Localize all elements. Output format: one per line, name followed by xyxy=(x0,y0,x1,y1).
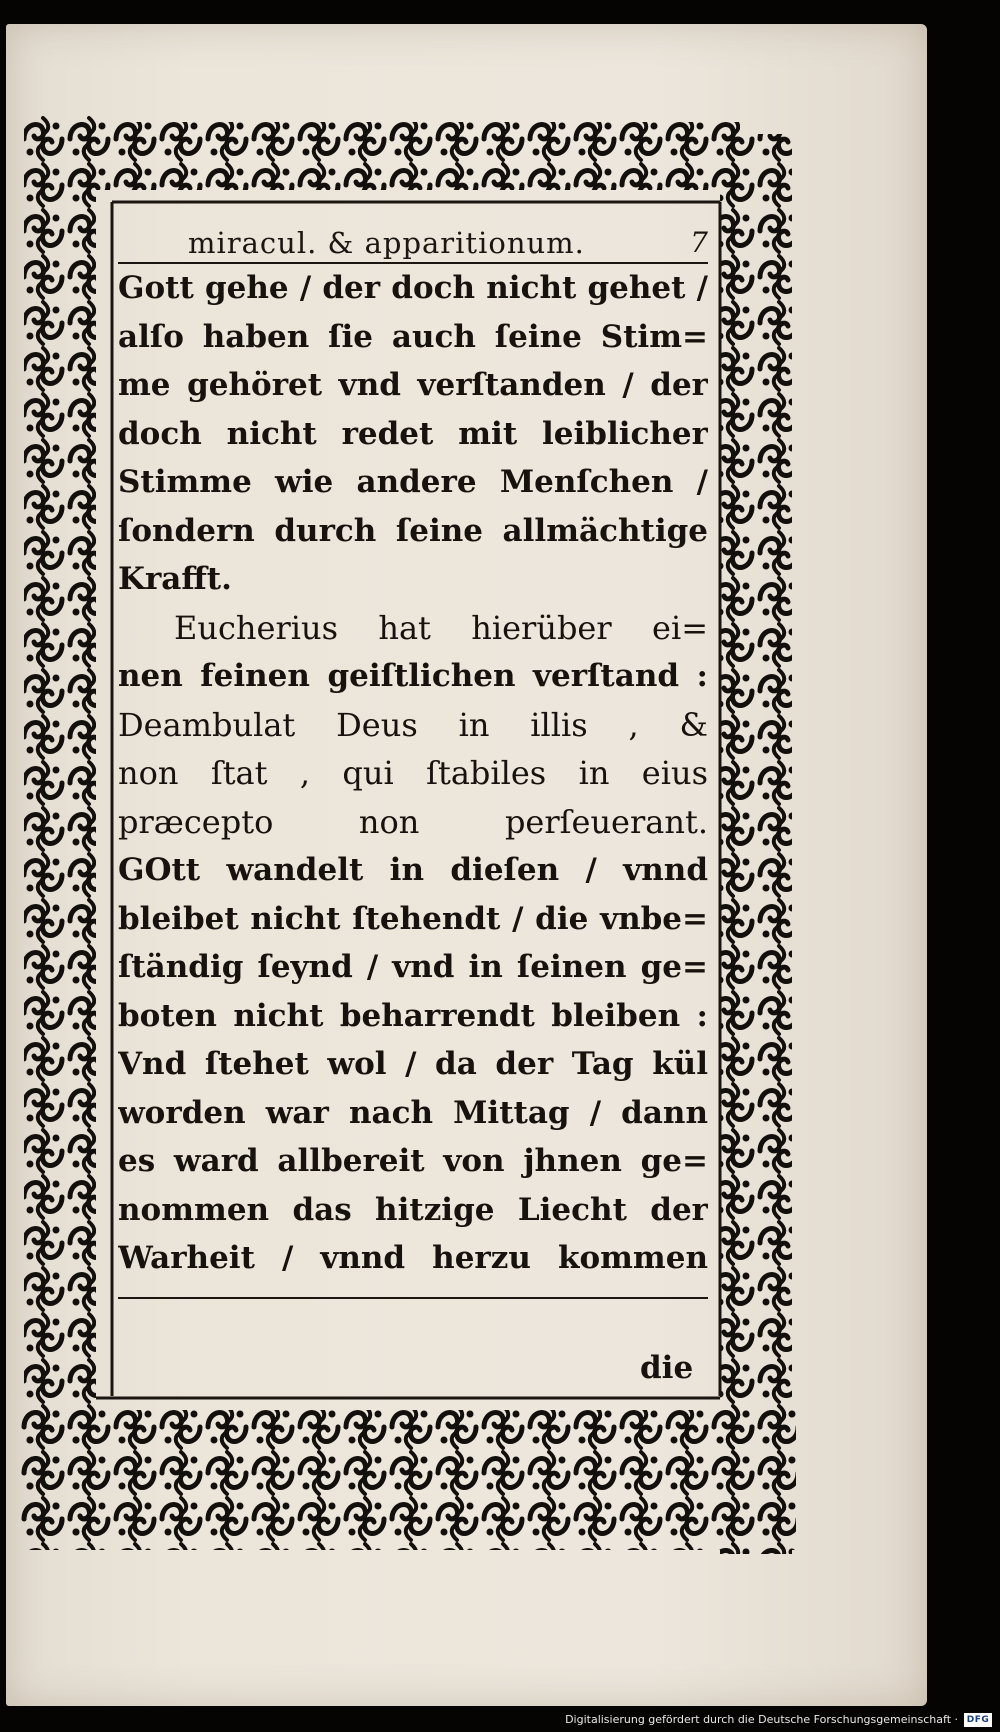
book-page xyxy=(6,24,927,1706)
digitization-footer xyxy=(0,1710,1000,1732)
text-line: Vnd ſtehet wol / da der Tag kül xyxy=(118,1046,708,1082)
text-line: Eucherius hat hierüber ei= xyxy=(174,608,708,647)
running-head-title: miracul. & apparitionum. xyxy=(188,226,585,260)
text-line: alſo haben ſie auch ſeine Stim= xyxy=(118,318,708,355)
dfg-logo-icon: DFG xyxy=(964,1713,992,1727)
catchword: die xyxy=(640,1350,694,1386)
text-line: Krafft. xyxy=(118,561,232,597)
page-number: 7 xyxy=(690,226,708,259)
text-line: Stimme wie andere Menſchen / xyxy=(118,464,708,500)
text-line: nen feinen geiſtlichen verſtand : xyxy=(118,658,708,694)
body-text xyxy=(118,264,708,1283)
text-line: me gehöret vnd verſtanden / der xyxy=(118,367,708,403)
running-head xyxy=(118,202,708,264)
text-line: præcepto non perſeuerant. xyxy=(118,802,708,841)
text-block xyxy=(118,202,708,1311)
text-line: GOtt wandelt in dieſen / vnnd xyxy=(118,852,708,888)
text-line: ſondern durch ſeine allmächtige xyxy=(118,512,708,549)
text-line: doch nicht redet mit leiblicher xyxy=(118,415,708,452)
bottom-rule xyxy=(118,1297,708,1311)
text-line: non ſtat , qui ſtabiles in eius xyxy=(118,754,708,792)
text-line: es ward allbereit von jhnen ge= xyxy=(118,1143,708,1179)
text-line: ſtändig ſeynd / vnd in ſeinen ge= xyxy=(118,949,708,985)
text-line: worden war nach Mittag / dann xyxy=(118,1094,708,1131)
text-line: nommen das hitzige Liecht der xyxy=(118,1191,708,1228)
text-line: Gott gehe / der doch nicht gehet / xyxy=(118,270,708,306)
text-line: boten nicht beharrendt bleiben : xyxy=(118,997,708,1034)
funding-credit: Digitalisierung gefördert durch die Deutsche Forschungsgemeinschaft · xyxy=(565,1713,958,1726)
text-line: bleibet nicht ſtehendt / die vnbe= xyxy=(118,900,708,937)
text-line: Deambulat Deus in illis , & xyxy=(118,705,708,744)
text-line: Warheit / vnnd herzu kommen xyxy=(118,1240,708,1276)
